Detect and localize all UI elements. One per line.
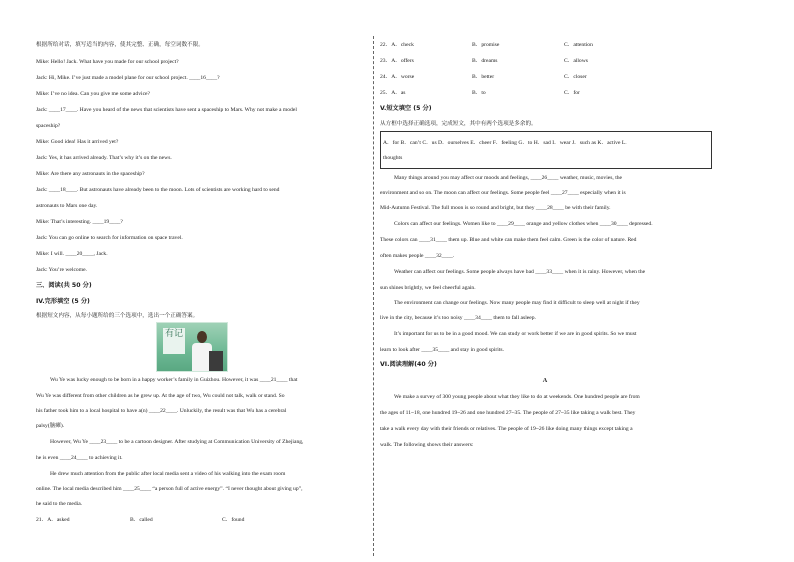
passage-line: take a walk every day with their friends or relatives. The people of 19~26 like doing many things except taking a [380,426,633,432]
option-b: B．dreams [472,58,498,64]
photo-sign: 有记 [163,328,185,354]
passage-line: often makes people ____32____. [380,253,455,259]
dialogue-line: Jack: ____17____. Have you heard of the news that scientists have sent a spaceship to Mars. Why not make a model [36,107,297,113]
part-label: A [542,377,548,384]
passage-line: learn to look after ____35____ and stay in good spirits. [380,347,504,353]
person-head [197,331,207,343]
passage-line: Wu Ye was lucky enough to be born in a happy worker’s family in Guizhou. However, it was ____21____ that [50,377,298,383]
dialogue-line: Mike: I will. ____20____, Jack. [36,251,108,257]
passage-line: It’s important for us to be in a good mood. We can study or work better if we are in good spirits. So we must [394,331,637,337]
passage-line: he said to the media. [36,501,83,507]
dialogue-line: Mike: Are there any astronauts in the spaceship? [36,171,145,177]
column-divider [373,36,374,556]
option-a: 23．A．offers [380,58,414,64]
passage-line: environment and so on. The moon can affect our feelings. Some people feel ____27____ especially when it is [380,190,626,196]
passage-line: sun shines brightly, we feel cheerful again. [380,285,476,291]
passage-line: Many things around you may affect our moods and feelings, ____26____ weather, music, movies, the [394,175,623,181]
option-a: 21．A．asked [36,517,70,523]
passage-line: online. The local media described him ____25____ “a person full of active energy”. “I never thought about giving up”, [36,486,303,492]
instruction-dialogue: 根据所给对话，填写适当的内容，使其完整、正确，每空词数不限。 [36,42,204,48]
word-box [380,131,712,169]
right-column [380,0,710,562]
dialogue-line: Mike: Good idea! Has it arrived yet? [36,139,119,145]
option-c: C．found [222,517,245,523]
dialogue-line: astronauts to Mars one day. [36,203,98,209]
passage-line: Weather can affect our feelings. Some people always have bad ____33____ when it is rainy. However, when the [394,269,646,275]
passage-line: the ages of 11~18, one hundred 19~26 and one hundred 27~35. The people of 27~35 like taking a walk best. They [380,410,636,416]
instruction-fill: 从方框中选择正确选项，完成短文，其中有两个选项是多余的。 [380,121,537,127]
passage-line: walk. The following shows their answers: [380,442,474,448]
instruction-cloze: 根据短文内容，从每小题所给的三个选项中，选出一个正确答案。 [36,313,199,319]
passage-line: Wu Ye was different from other children as he grew up. At the age of two, Wu could not talk, walk or stand. So [36,393,285,399]
passage-photo [156,322,228,372]
option-c: C．attention [564,42,593,48]
option-c: C．for [564,90,580,96]
dialogue-line: Jack: Yes, it has arrived already. That’s why it’s on the news. [36,155,172,161]
passage-line: Colors can affect our feelings. Women like to ____29____ orange and yellow clothes when ____30____ depressed. [394,221,653,227]
passage-line: We make a survey of 300 young people about what they like to do at weekends. One hundred people are from [394,394,640,400]
dialogue-line: Jack: You’re welcome. [36,267,87,273]
word-box-line: thoughts [383,155,403,161]
passage-line: he is even ____24____ to achieving it. [36,455,123,461]
word-box-line: A．for B．can’t C．us D．ourselves E．cheer F．feeling G．to H．sad I．wear J．such as K．active L. [383,140,627,146]
passage-line: Mid-Autumn Festival. The full moon is so round and bright, but they ____28____ be with their family. [380,205,611,211]
passage-line: However, Wu Ye ____23____ to be a cartoon designer. After studying at Communication University of Zhejiang, [50,439,304,445]
dialogue-line: Mike: That’s interesting. ____19____? [36,219,123,225]
section-heading-cloze: IV.完形填空 (5 分) [36,298,90,305]
section-heading-reading: 三、阅读(共 50 分) [36,282,92,289]
dialogue-line: Jack: Hi, Mike. I’ve just made a model plane for our school project. ____16____? [36,75,220,81]
option-c: C．allows [564,58,588,64]
option-b: B．called [130,517,153,523]
option-a: 25．A．as [380,90,406,96]
dialogue-line: Mike: I’ve no idea. Can you give me some advice? [36,91,151,97]
dialogue-line: Mike: Hello! Jack. What have you made for our school project? [36,59,179,65]
option-a: 22．A．check [380,42,414,48]
option-b: B．to [472,90,486,96]
option-c: C．closer [564,74,587,80]
passage-line: palsy(脑瘫). [36,423,65,429]
dialogue-line: spaceship? [36,123,61,129]
passage-line: The environment can change our feelings. Now many people may find it difficult to sleep well at night if they [394,300,640,306]
passage-line: his father took him to a local hospital to have a(n) ____22____. Unluckily, the result was that Wu has a cerebral [36,408,287,414]
dialogue-line: Jack: You can go online to search for information on space travel. [36,235,183,241]
section-heading-fill: V.短文填空 (5 分) [380,105,432,112]
passage-line: He drew much attention from the public after local media sent a video of his walking into the exam room [50,471,286,477]
section-heading-reading-comprehension: VI.阅读理解(40 分) [380,361,437,368]
chair-shape [209,351,223,371]
option-a: 24．A．worse [380,74,415,80]
left-column [36,0,366,562]
dialogue-line: Jack: ____18____. But astronauts have already been to the moon. Lots of scientists are working hard to send [36,187,280,193]
option-b: B．promise [472,42,500,48]
passage-line: live in the city, because it’s too noisy ____34____ them to fall asleep. [380,315,536,321]
passage-line: These colors can ____31____ them up. Blue and white can make them feel calm. Green is the color of nature. Red [380,237,637,243]
option-b: B．better [472,74,495,80]
